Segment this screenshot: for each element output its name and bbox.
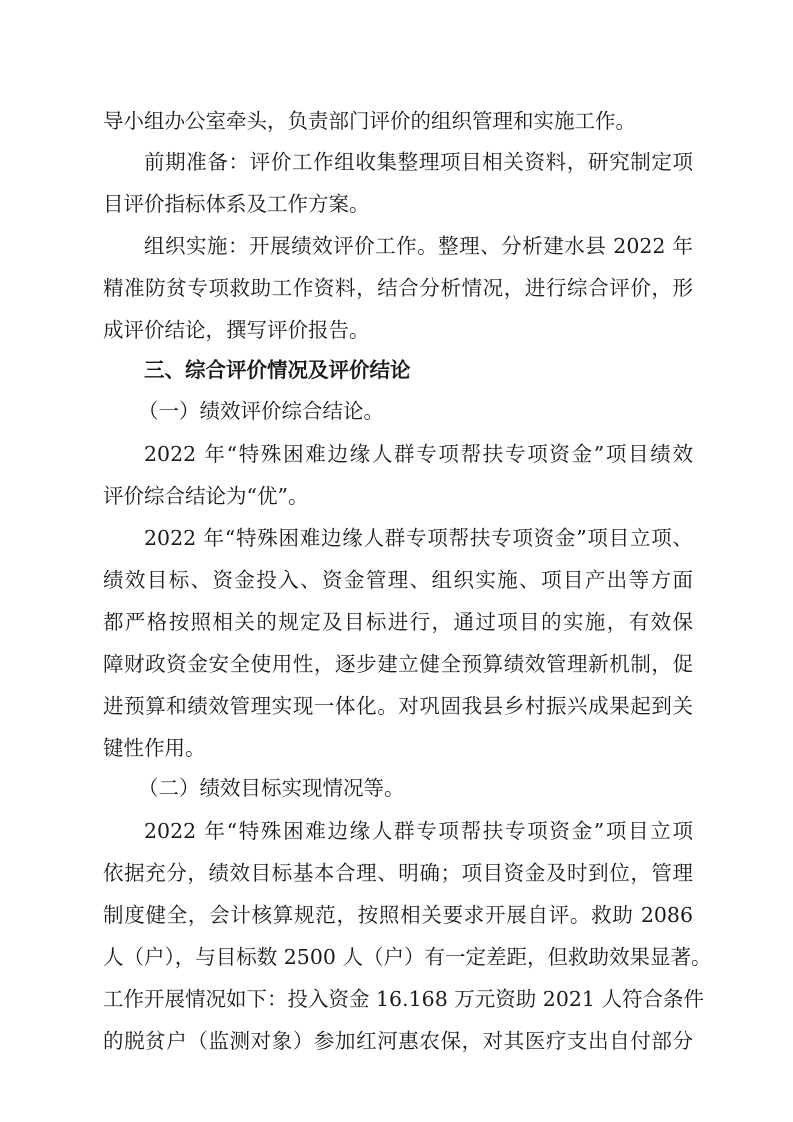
text-line: 成评价结论，撰写评价报告。 — [103, 318, 370, 342]
paragraph-line: 组织实施：开展绩效评价工作。整理、分析建水县 2022 年 — [144, 234, 693, 258]
text-line: 障财政资金安全使用性，逐步建立健全预算绩效管理新机制，促 — [103, 652, 693, 676]
text-line: 制度健全，会计核算规范，按照相关要求开展自评。救助 2086 — [103, 903, 693, 927]
text-line: 工作开展情况如下：投入资金 16.168 万元资助 2021 人符合条件 — [103, 987, 704, 1011]
text-line: 导小组办公室牵头，负责部门评价的组织管理和实施工作。 — [103, 109, 636, 133]
text-line: 目评价指标体系及工作方案。 — [103, 192, 370, 216]
paragraph-line: 2022 年“特殊困难边缘人群专项帮扶专项资金”项目立项 — [144, 819, 693, 843]
text-line: 依据充分，绩效目标基本合理、明确；项目资金及时到位，管理 — [103, 861, 693, 885]
paragraph-line: 前期准备：评价工作组收集整理项目相关资料，研究制定项 — [144, 150, 693, 174]
text-line: 都严格按照相关的规定及目标进行，通过项目的实施，有效保 — [103, 610, 693, 634]
subsection-heading: （二）绩效目标实现情况等。 — [138, 776, 405, 800]
text-line: 的脱贫户（监测对象）参加红河惠农保，对其医疗支出自付部分 — [103, 1029, 693, 1053]
text-line: 评价综合结论为“优”。 — [103, 484, 309, 508]
text-line: 进预算和绩效管理实现一体化。对巩固我县乡村振兴成果起到关 — [103, 694, 693, 718]
text-line: 人（户），与目标数 2500 人（户）有一定差距，但救助效果显著。 — [103, 945, 712, 969]
section-heading: 三、综合评价情况及评价结论 — [144, 358, 411, 382]
text-line: 精准防贫专项救助工作资料，结合分析情况，进行综合评价，形 — [103, 276, 693, 300]
paragraph-line: 2022 年“特殊困难边缘人群专项帮扶专项资金”项目立项、 — [144, 526, 693, 550]
subsection-heading: （一）绩效评价综合结论。 — [138, 399, 384, 423]
paragraph-line: 2022 年“特殊困难边缘人群专项帮扶专项资金”项目绩效 — [144, 442, 693, 466]
text-line: 键性作用。 — [103, 736, 206, 760]
text-line: 绩效目标、资金投入、资金管理、组织实施、项目产出等方面 — [103, 568, 693, 592]
